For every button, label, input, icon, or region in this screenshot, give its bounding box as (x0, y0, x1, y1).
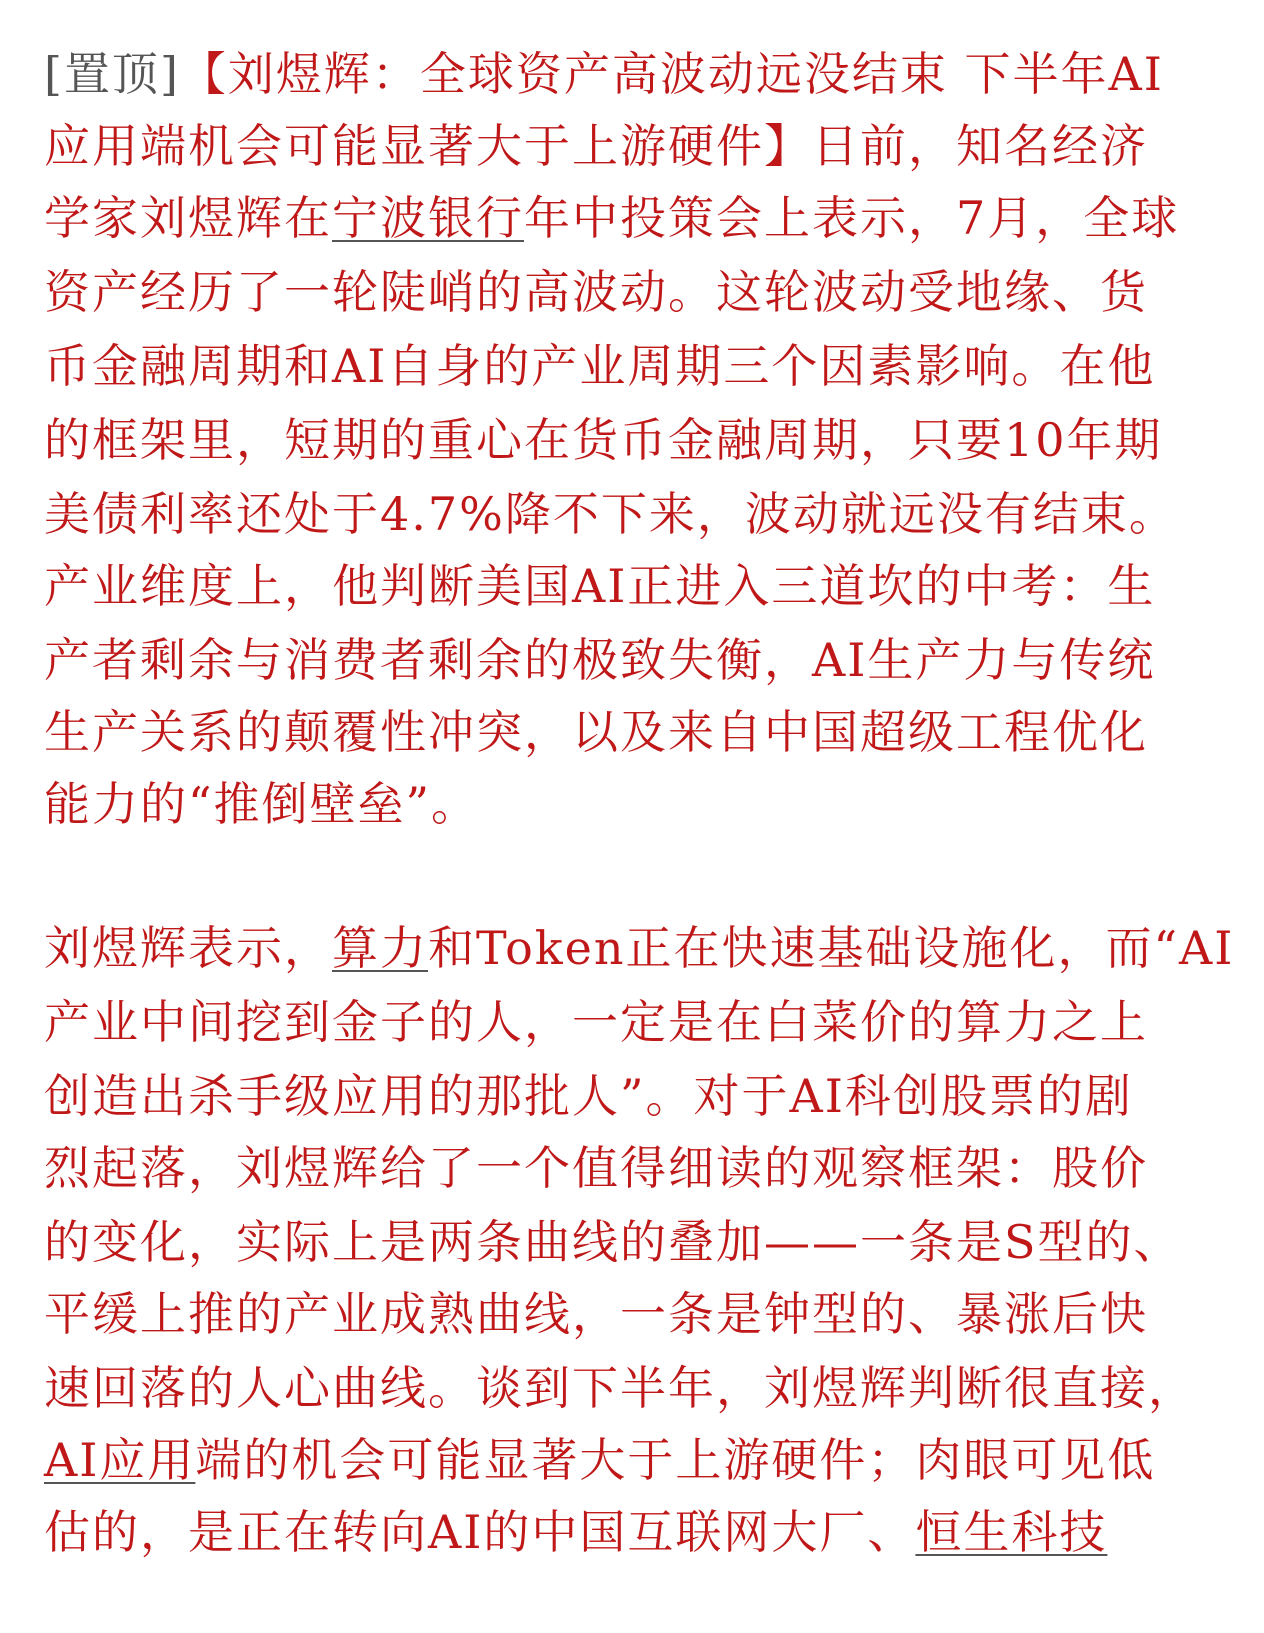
p1-line-5: 币金融周期和AI自身的产业周期三个因素影响。在他 (44, 339, 1156, 393)
p1-line-4: 资产经历了一轮陡峭的高波动。这轮波动受地缘、货 (44, 265, 1148, 319)
p1-line-11: 能力的“推倒壁垒”。 (44, 777, 480, 831)
p1-line-3 (44, 188, 1179, 248)
p2-line-4: 烈起落，刘煜辉给了一个值得细读的观察框架：股价 (44, 1141, 1148, 1195)
p2-line-6: 平缓上推的产业成熟曲线，一条是钟型的、暴涨后快 (44, 1287, 1148, 1341)
p1-line-8: 产业维度上，他判断美国AI正进入三道坎的中考：生 (44, 559, 1156, 613)
p2-line-5: 的变化，实际上是两条曲线的叠加——一条是S型的、 (44, 1215, 1182, 1269)
p1-line-9: 产者剩余与消费者剩余的极致失衡，AI生产力与传统 (44, 633, 1156, 687)
p1-line-3-pre: 学家刘煜辉在 (44, 191, 332, 245)
p1-line-1 (44, 44, 1164, 104)
hang-seng-tech-link[interactable]: 恒生科技 (915, 1505, 1108, 1559)
ningbo-bank-link[interactable]: 宁波银行 (332, 191, 524, 245)
ai-application-link[interactable]: AI应用 (44, 1433, 196, 1487)
p2-line-9 (44, 1502, 1107, 1562)
p1-line-6: 的框架里，短期的重心在货币金融周期，只要10年期 (44, 413, 1163, 467)
p2-line-7: 速回落的人心曲线。谈到下半年，刘煜辉判断很直接， (44, 1361, 1196, 1415)
p1-line-7: 美债利率还处于4.7%降不下来，波动就远没有结束。 (44, 487, 1177, 541)
p2-line-8-post: 端的机会可能显著大于上游硬件；肉眼可见低 (195, 1433, 1156, 1487)
p2-line-8 (44, 1430, 1155, 1490)
p2-line-1 (44, 918, 1234, 978)
headline-text: 【刘煜辉：全球资产高波动远没结束 下半年AI (179, 47, 1164, 101)
p1-line-10: 生产关系的颠覆性冲突，以及来自中国超级工程优化 (44, 705, 1148, 759)
p2-line-3: 创造出杀手级应用的那批人”。对于AI科创股票的剧 (44, 1069, 1133, 1123)
p1-line-2: 应用端机会可能显著大于上游硬件】日前，知名经济 (44, 119, 1148, 173)
p2-line-1-pre: 刘煜辉表示， (44, 921, 332, 975)
p2-line-1-post: 和Token正在快速基础设施化，而“AI (428, 921, 1235, 975)
computing-power-link[interactable]: 算力 (332, 921, 428, 975)
pinned-tag[interactable]: [置顶] (44, 47, 180, 101)
p2-line-2: 产业中间挖到金子的人，一定是在白菜价的算力之上 (44, 995, 1148, 1049)
p1-line-3-post: 年中投策会上表示，7月，全球 (524, 191, 1180, 245)
p2-line-9-pre: 估的，是正在转向AI的中国互联网大厂、 (44, 1505, 916, 1559)
